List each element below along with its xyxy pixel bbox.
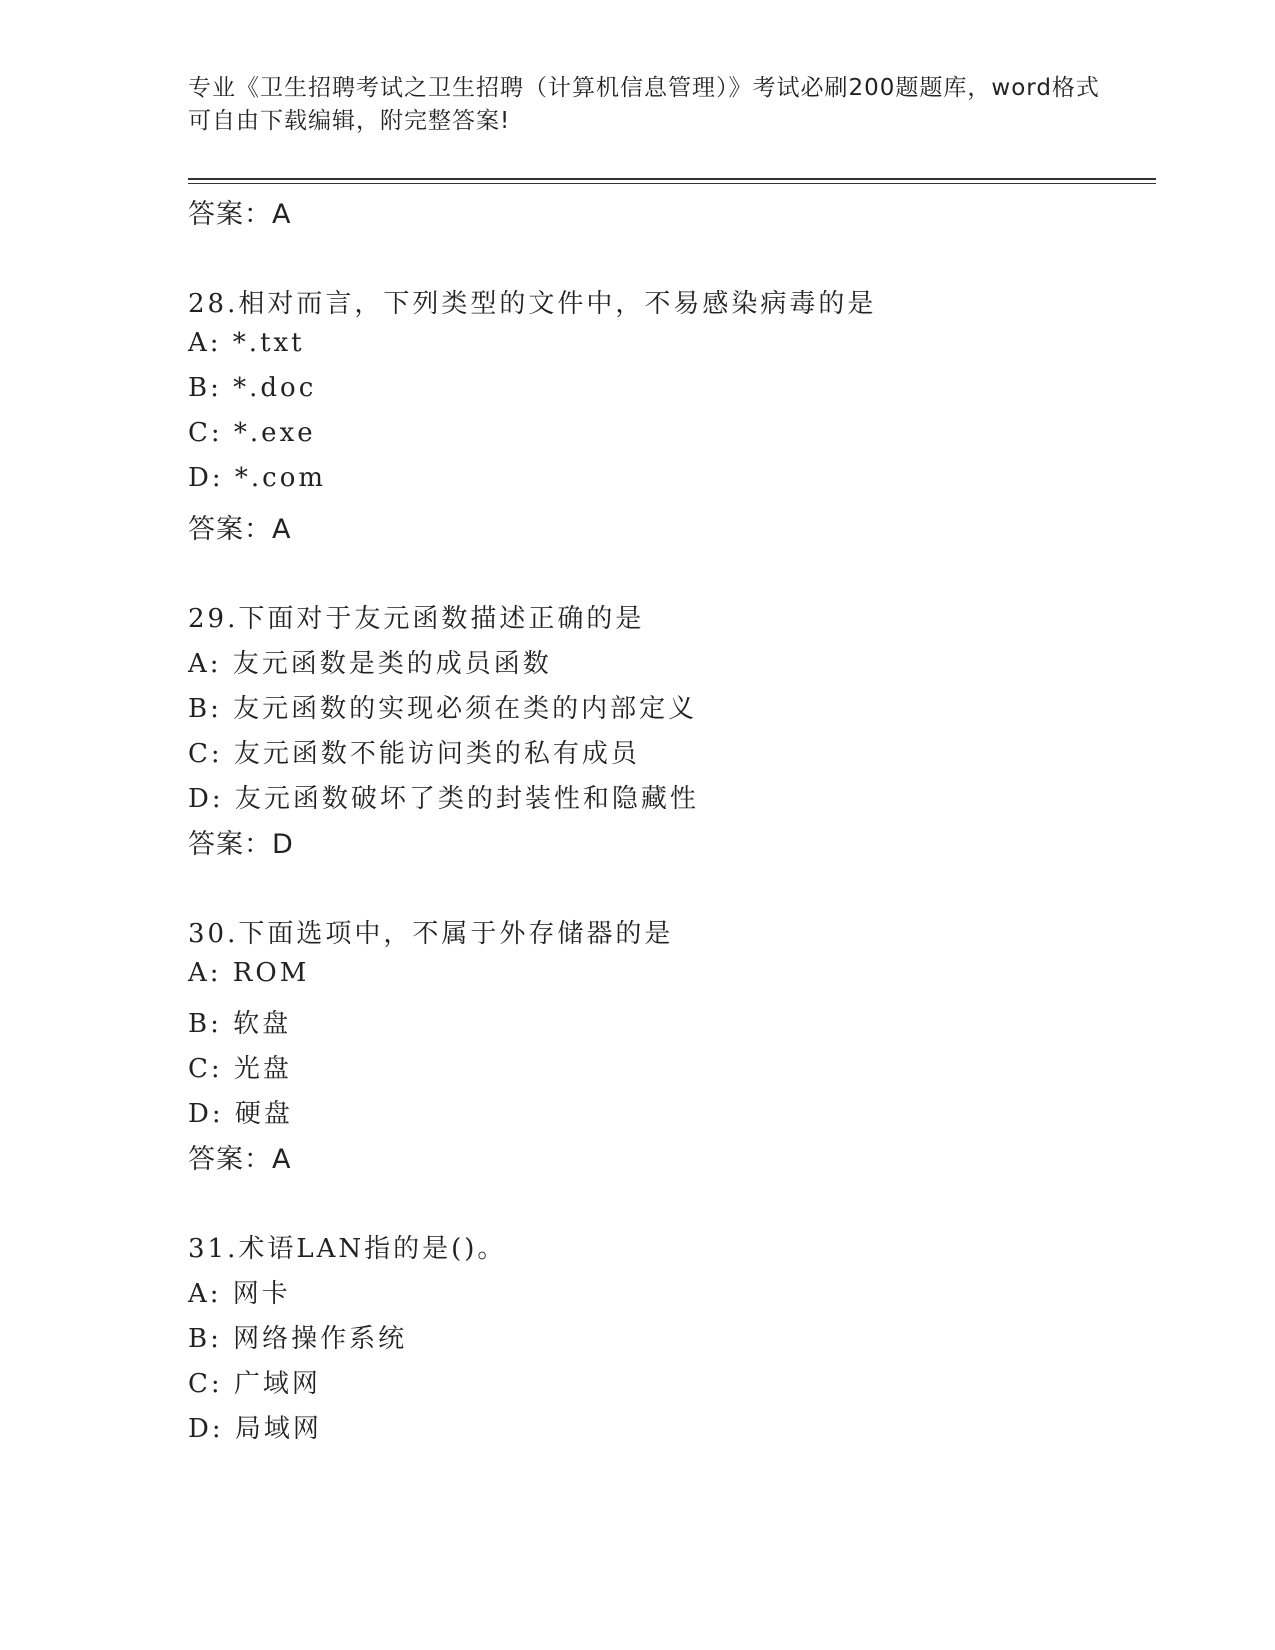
header-divider: [188, 178, 1156, 180]
question-stem-31: 31.术语LAN指的是()。: [188, 1234, 507, 1264]
option-d: D: *.com: [188, 463, 327, 493]
question-stem-29: 29.下面对于友元函数描述正确的是: [188, 604, 645, 634]
option-a: A: *.txt: [188, 328, 305, 358]
answer-28: 答案：A: [188, 514, 292, 545]
option-a: A: 友元函数是类的成员函数: [188, 649, 552, 679]
question-stem-30: 30.下面选项中，不属于外存储器的是: [188, 919, 674, 949]
option-d: D: 友元函数破坏了类的封装性和隐藏性: [188, 784, 699, 814]
option-b: B: 友元函数的实现必须在类的内部定义: [188, 694, 698, 724]
option-c: C: *.exe: [188, 418, 316, 448]
header-divider-thin: [188, 183, 1156, 184]
option-d: D: 局域网: [188, 1414, 322, 1444]
option-a: A: ROM: [188, 958, 310, 988]
document-header: 专业《卫生招聘考试之卫生招聘（计算机信息管理）》考试必刷200题题库，word格式可自由下载编辑，附完整答案!: [188, 75, 1100, 134]
option-a: A: 网卡: [188, 1279, 291, 1309]
option-c: C: 友元函数不能访问类的私有成员: [188, 739, 640, 769]
option-b: B: 网络操作系统: [188, 1324, 408, 1354]
answer-prev: 答案：A: [188, 199, 292, 230]
option-b: B: *.doc: [188, 373, 317, 403]
answer-29: 答案：D: [188, 829, 294, 860]
option-c: C: 广域网: [188, 1369, 321, 1399]
question-stem-28: 28.相对而言，下列类型的文件中，不易感染病毒的是: [188, 289, 877, 319]
answer-30: 答案：A: [188, 1144, 292, 1175]
option-b: B: 软盘: [188, 1009, 292, 1039]
option-d: D: 硬盘: [188, 1099, 293, 1129]
option-c: C: 光盘: [188, 1054, 292, 1084]
